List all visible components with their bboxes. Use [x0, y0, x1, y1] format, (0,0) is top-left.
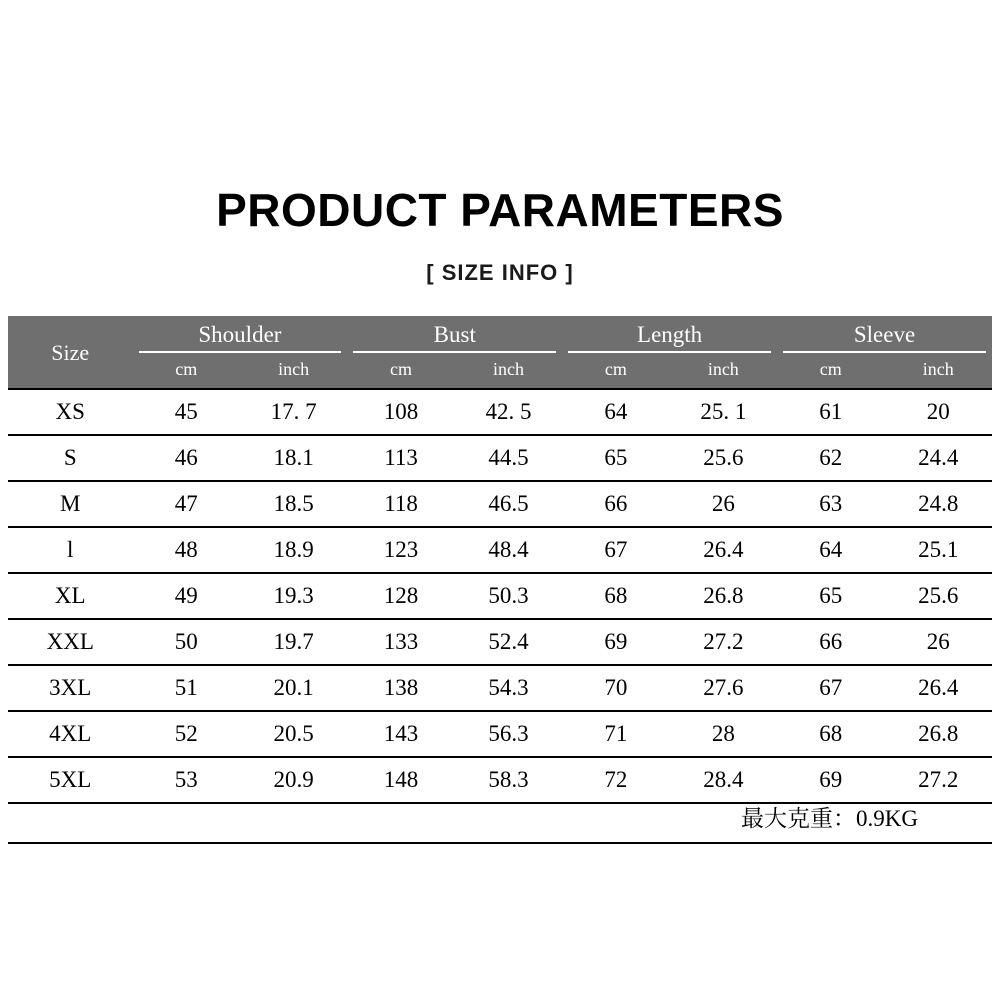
cell-shoulder-inch: 19.3 [240, 573, 347, 619]
cell-bust-inch: 54.3 [455, 665, 562, 711]
page-title: PRODUCT PARAMETERS [216, 184, 784, 236]
cell-length-cm: 64 [562, 389, 669, 435]
cell-bust-cm: 123 [347, 527, 454, 573]
column-group-bust [347, 316, 562, 357]
cell-size: 4XL [8, 711, 133, 757]
table-row [8, 527, 992, 573]
column-group-length [562, 316, 777, 357]
table-header-row [8, 316, 992, 357]
cell-shoulder-cm: 52 [133, 711, 240, 757]
unit-bust-inch: inch [455, 357, 562, 389]
unit-sleeve-inch: inch [884, 357, 992, 389]
cell-bust-cm: 118 [347, 481, 454, 527]
cell-bust-cm: 128 [347, 573, 454, 619]
cell-bust-inch: 52.4 [455, 619, 562, 665]
cell-bust-cm: 133 [347, 619, 454, 665]
cell-length-inch: 26.8 [670, 573, 777, 619]
cell-shoulder-cm: 46 [133, 435, 240, 481]
cell-sleeve-inch: 27.2 [884, 757, 992, 803]
cell-sleeve-inch: 24.8 [884, 481, 992, 527]
column-group-sleeve-label: Sleeve [783, 322, 986, 353]
unit-length-inch: inch [670, 357, 777, 389]
cell-shoulder-inch: 20.9 [240, 757, 347, 803]
cell-shoulder-inch: 20.1 [240, 665, 347, 711]
unit-shoulder-inch: inch [240, 357, 347, 389]
cell-length-cm: 65 [562, 435, 669, 481]
cell-shoulder-inch: 20.5 [240, 711, 347, 757]
cell-length-inch: 25. 1 [670, 389, 777, 435]
cell-size: XL [8, 573, 133, 619]
cell-length-inch: 27.2 [670, 619, 777, 665]
cell-length-cm: 71 [562, 711, 669, 757]
cell-sleeve-inch: 26.4 [884, 665, 992, 711]
cell-bust-inch: 56.3 [455, 711, 562, 757]
cell-shoulder-inch: 18.5 [240, 481, 347, 527]
cell-bust-inch: 44.5 [455, 435, 562, 481]
column-header-size: Size [8, 316, 133, 389]
table-row [8, 665, 992, 711]
cell-shoulder-cm: 53 [133, 757, 240, 803]
table-row [8, 757, 992, 803]
cell-bust-cm: 108 [347, 389, 454, 435]
size-table-container [8, 316, 992, 804]
column-group-shoulder-label: Shoulder [139, 322, 342, 353]
cell-length-inch: 28 [670, 711, 777, 757]
unit-shoulder-cm: cm [133, 357, 240, 389]
column-group-length-label: Length [568, 322, 771, 353]
cell-sleeve-cm: 62 [777, 435, 884, 481]
cell-size: S [8, 435, 133, 481]
bottom-divider [8, 842, 992, 844]
table-row [8, 481, 992, 527]
cell-shoulder-cm: 49 [133, 573, 240, 619]
cell-sleeve-cm: 65 [777, 573, 884, 619]
cell-sleeve-inch: 24.4 [884, 435, 992, 481]
table-row [8, 389, 992, 435]
cell-length-cm: 66 [562, 481, 669, 527]
size-table [8, 316, 992, 804]
cell-sleeve-inch: 25.6 [884, 573, 992, 619]
cell-shoulder-cm: 48 [133, 527, 240, 573]
cell-sleeve-cm: 63 [777, 481, 884, 527]
table-row [8, 573, 992, 619]
cell-length-inch: 28.4 [670, 757, 777, 803]
cell-sleeve-inch: 26.8 [884, 711, 992, 757]
cell-size: XS [8, 389, 133, 435]
cell-length-cm: 70 [562, 665, 669, 711]
cell-length-cm: 67 [562, 527, 669, 573]
unit-length-cm: cm [562, 357, 669, 389]
cell-sleeve-inch: 20 [884, 389, 992, 435]
column-group-sleeve [777, 316, 992, 357]
cell-bust-cm: 148 [347, 757, 454, 803]
unit-bust-cm: cm [347, 357, 454, 389]
column-group-shoulder [133, 316, 348, 357]
cell-size: l [8, 527, 133, 573]
cell-sleeve-cm: 61 [777, 389, 884, 435]
cell-length-cm: 68 [562, 573, 669, 619]
cell-sleeve-cm: 69 [777, 757, 884, 803]
cell-length-inch: 27.6 [670, 665, 777, 711]
cell-sleeve-cm: 67 [777, 665, 884, 711]
cell-sleeve-cm: 66 [777, 619, 884, 665]
cell-shoulder-cm: 51 [133, 665, 240, 711]
column-group-bust-label: Bust [353, 322, 556, 353]
cell-shoulder-inch: 17. 7 [240, 389, 347, 435]
cell-size: 3XL [8, 665, 133, 711]
cell-length-inch: 26 [670, 481, 777, 527]
section-subtitle: [ SIZE INFO ] [426, 260, 574, 285]
cell-bust-inch: 48.4 [455, 527, 562, 573]
table-row [8, 711, 992, 757]
unit-sleeve-cm: cm [777, 357, 884, 389]
cell-bust-inch: 46.5 [455, 481, 562, 527]
table-head [8, 316, 992, 389]
cell-shoulder-inch: 18.9 [240, 527, 347, 573]
cell-sleeve-inch: 26 [884, 619, 992, 665]
cell-length-cm: 72 [562, 757, 669, 803]
cell-bust-inch: 58.3 [455, 757, 562, 803]
cell-shoulder-inch: 19.7 [240, 619, 347, 665]
cell-length-inch: 26.4 [670, 527, 777, 573]
cell-bust-cm: 143 [347, 711, 454, 757]
cell-shoulder-cm: 50 [133, 619, 240, 665]
cell-bust-inch: 50.3 [455, 573, 562, 619]
cell-size: 5XL [8, 757, 133, 803]
cell-shoulder-inch: 18.1 [240, 435, 347, 481]
cell-size: XXL [8, 619, 133, 665]
cell-bust-cm: 138 [347, 665, 454, 711]
cell-length-cm: 69 [562, 619, 669, 665]
cell-shoulder-cm: 47 [133, 481, 240, 527]
table-row [8, 435, 992, 481]
cell-bust-cm: 113 [347, 435, 454, 481]
cell-bust-inch: 42. 5 [455, 389, 562, 435]
table-unit-row [8, 357, 992, 389]
cell-shoulder-cm: 45 [133, 389, 240, 435]
cell-sleeve-cm: 68 [777, 711, 884, 757]
cell-size: M [8, 481, 133, 527]
cell-sleeve-inch: 25.1 [884, 527, 992, 573]
table-body [8, 389, 992, 803]
max-weight-note: 最大克重：0.9KG [741, 806, 918, 831]
cell-length-inch: 25.6 [670, 435, 777, 481]
cell-sleeve-cm: 64 [777, 527, 884, 573]
table-row [8, 619, 992, 665]
